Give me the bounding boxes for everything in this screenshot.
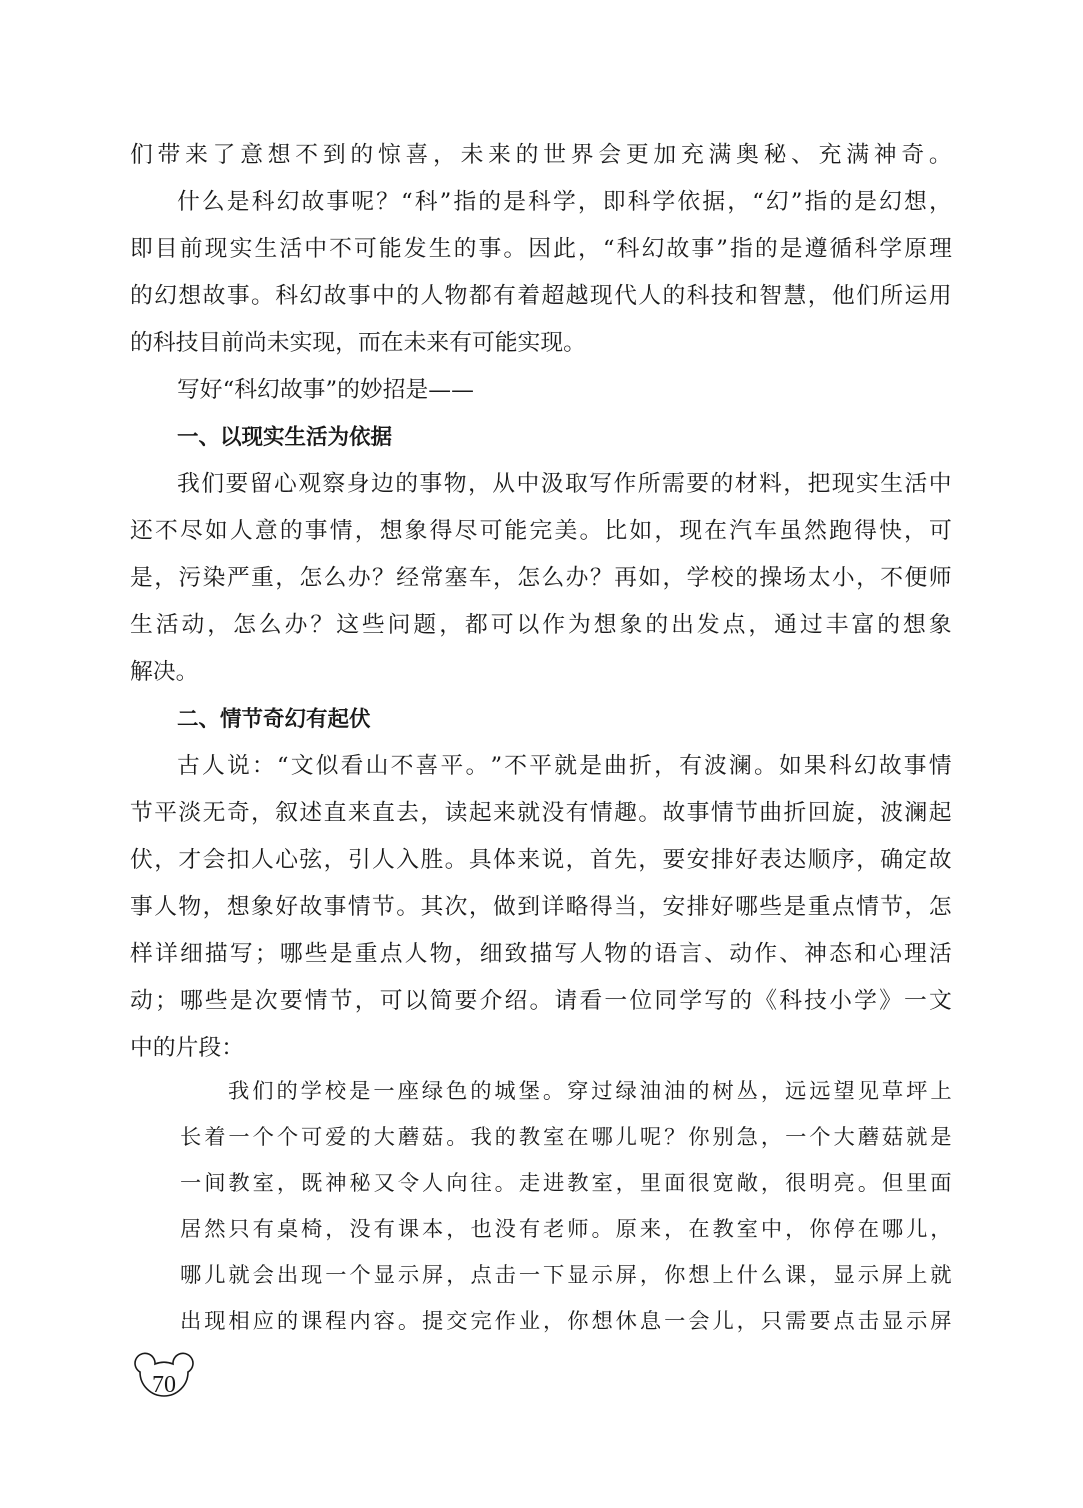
page-number: 70 — [152, 1372, 176, 1398]
text-line: 事 人 物 ， 想 象 好 故 事 情 节 。 其 次 ， 做 到 详 略 得 当 ， 安 排 好 哪 些 是 重 点 情 节 ， 怎 — [130, 894, 952, 920]
body-text — [130, 132, 952, 1072]
text-line: 还 不 尽 如 人 意 的 事 情 ， 想 象 得 尽 可 能 完 美 。 比 如 ， 现 在 汽 车 虽 然 跑 得 快 ， 可 — [130, 518, 952, 544]
text-line: 伏 ， 才 会 扣 人 心 弦 ， 引 人 入 胜 。 具 体 来 说 ， 首 先 ， 要 安 排 好 表 达 顺 序 ， 确 定 故 — [130, 847, 952, 873]
text-line: 节 平 淡 无 奇 ， 叙 述 直 来 直 去 ， 读 起 来 就 没 有 情 趣 。 故 事 情 节 曲 折 回 旋 ， 波 澜 起 — [130, 800, 952, 826]
text-line: 是 ， 污 染 严 重 ， 怎 么 办 ？ 经 常 塞 车 ， 怎 么 办 ？ 再 如 ， 学 校 的 操 场 太 小 ， 不 便 师 — [130, 565, 952, 591]
text-line: 们 带 来 了 意 想 不 到 的 惊 喜 ， 未 来 的 世 界 会 更 加 充 满 奥 秘 、 充 满 神 奇 。 — [130, 142, 952, 168]
excerpt-line: 出 现 相 应 的 课 程 内 容 。 提 交 完 作 业 ， 你 想 休 息 一 会 儿 ， 只 需 要 点 击 显 示 屏 — [180, 1309, 952, 1334]
text-line: 样 详 细 描 写 ； 哪 些 是 重 点 人 物 ， 细 致 描 写 人 物 的 语 言 、 动 作 、 神 态 和 心 理 活 — [130, 941, 952, 967]
section-heading-1: 一、以现实生活为依据 — [177, 425, 393, 450]
text-line: 我 们 要 留 心 观 察 身 边 的 事 物 ， 从 中 汲 取 写 作 所 需 要 的 材 料 ， 把 现 实 生 活 中 — [177, 471, 952, 497]
section-heading-2: 二、情节奇幻有起伏 — [177, 707, 371, 732]
text-line: 即 目 前 现 实 生 活 中 不 可 能 发 生 的 事 。 因 此 ， “ 科 幻 故 事 ” 指 的 是 遵 循 科 学 原 理 — [130, 236, 952, 262]
text-line: 生 活 动 ， 怎 么 办 ？ 这 些 问 题 ， 都 可 以 作 为 想 象 的 出 发 点 ， 通 过 丰 富 的 想 象 — [130, 612, 952, 638]
excerpt-line: 哪 儿 就 会 出 现 一 个 显 示 屏 ， 点 击 一 下 显 示 屏 ， 你 想 上 什 么 课 ， 显 示 屏 上 就 — [180, 1263, 952, 1288]
page-number-badge — [128, 1352, 200, 1412]
text-line: 中 的 片 段 ： — [130, 1035, 244, 1061]
excerpt-line: 一 间 教 室 ， 既 神 秘 又 令 人 向 往 。 走 进 教 室 ， 里 面 很 宽 敞 ， 很 明 亮 。 但 里 面 — [180, 1171, 952, 1196]
text-line: 什 么 是 科 幻 故 事 呢 ？ “ 科 ” 指 的 是 科 学 ， 即 科 学 依 据 ， “ 幻 ” 指 的 是 幻 想 ， — [177, 189, 952, 215]
text-line: 的 科 技 目 前 尚 未 实 现 ， 而 在 未 来 有 可 能 实 现 。 — [130, 330, 586, 356]
text-line: 动 ； 哪 些 是 次 要 情 节 ， 可 以 简 要 介 绍 。 请 看 一 位 同 学 写 的 《 科 技 小 学 》 一 文 — [130, 988, 952, 1014]
text-line: 解 决 。 — [130, 659, 199, 685]
text-line: 古 人 说 ： “ 文 似 看 山 不 喜 平 。 ” 不 平 就 是 曲 折 ， 有 波 澜 。 如 果 科 幻 故 事 情 — [177, 753, 952, 779]
excerpt-block — [180, 1069, 952, 1345]
text-line: 的 幻 想 故 事 。 科 幻 故 事 中 的 人 物 都 有 着 超 越 现 代 人 的 科 技 和 智 慧 ， 他 们 所 运 用 — [130, 283, 952, 309]
excerpt-line: 我 们 的 学 校 是 一 座 绿 色 的 城 堡 。 穿 过 绿 油 油 的 树 丛 ， 远 远 望 见 草 坪 上 — [228, 1079, 952, 1104]
lead-in-line: 写 好 “ 科 幻 故 事 ” 的 妙 招 是 — — — [177, 377, 474, 403]
excerpt-line: 长 着 一 个 个 可 爱 的 大 蘑 菇 。 我 的 教 室 在 哪 儿 呢 ？ 你 别 急 ， 一 个 大 蘑 菇 就 是 — [180, 1125, 952, 1150]
excerpt-line: 居 然 只 有 桌 椅 ， 没 有 课 本 ， 也 没 有 老 师 。 原 来 ， 在 教 室 中 ， 你 停 在 哪 儿 ， — [180, 1217, 952, 1242]
